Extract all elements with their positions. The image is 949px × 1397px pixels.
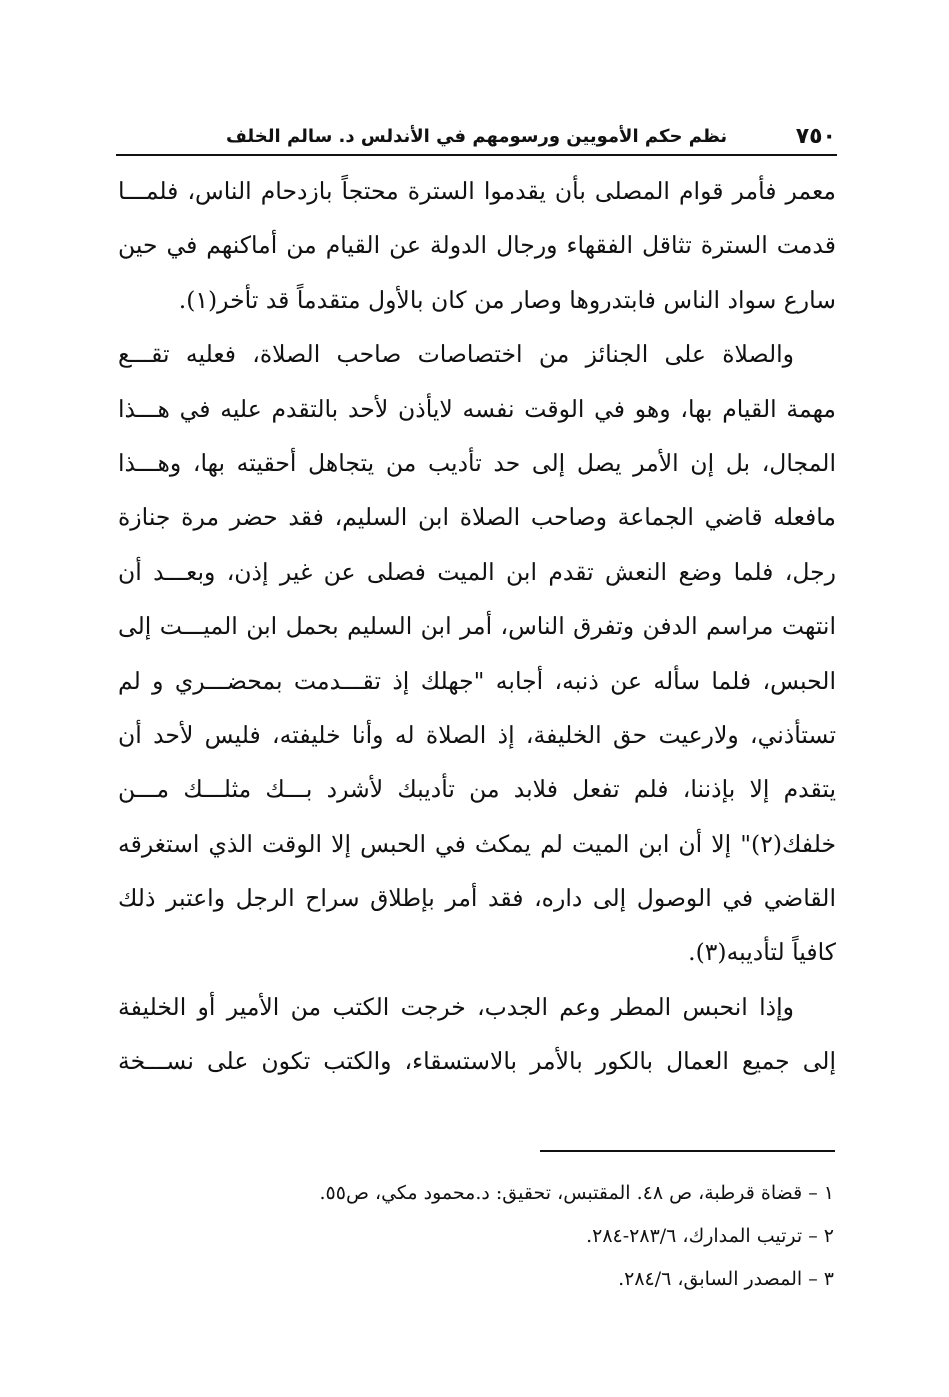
footnote: ٢ – ترتيب المدارك، ٢٨٣/٦-٢٨٤. [586,1225,834,1247]
text-line: والصلاة على الجنائز من اختصاصات صاحب الصلاة، فعليه تقـــع [118,340,794,369]
text-line: سارع سواد الناس فابتدروها وصار من كان بالأول متقدماً قد تأخر(١). [178,285,836,314]
footnote-separator [540,1150,835,1152]
text-line: المجال، بل إن الأمر يصل إلى حد تأديب من يتجاهل أحقيته بها، وهـــذا [118,448,836,477]
text-line: خلفك(٢)" إلا أن ابن الميت لم يمكث في الحبس إلا الوقت الذي استغرقه [118,829,836,858]
text-line: الحبس، فلما سأله عن ذنبه، أجابه "جهلك إذ تقـــدمت بمحضـــري و لم [118,666,836,695]
footnote: ١ – قضاة قرطبة، ص ٤٨. المقتبس، تحقيق: د.محمود مكي، ص٥٥. [319,1182,834,1204]
text-line: معمر فأمر قوام المصلى بأن يقدموا السترة محتجاً بازدحام الناس، فلمـــا [118,177,836,205]
page-number: ٧٥٠ [795,124,836,149]
footnotes [319,1172,834,1301]
page-header [118,122,836,158]
text-line: قدمت السترة تثاقل الفقهاء ورجال الدولة عن القيام من أماكنهم في حين [118,231,836,260]
running-title: نظم حكم الأمويين ورسومهم في الأندلس د. سالم الخلف [226,126,728,147]
header-rule [116,154,837,156]
text-line: انتهت مراسم الدفن وتفرق الناس، أمر ابن السليم بحمل ابن الميـــت إلى [118,612,836,641]
text-line: مافعله قاضي الجماعة وصاحب الصلاة ابن السليم، فقد حضر مرة جنازة [118,503,836,532]
main-text [118,164,836,1089]
text-line: وإذا انحبس المطر وعم الجدب، خرجت الكتب من الأمير أو الخليفة [118,992,794,1021]
text-line: إلى جميع العمال بالكور بالأمر بالاستسقاء، والكتب تكون على نســـخة [118,1047,836,1076]
text-line: تستأذني، ولارعيت حق الخليفة، إذ الصلاة له وأنا خليفته، فليس لأحد أن [118,720,836,749]
text-line: رجل، فلما وضع النعش تقدم ابن الميت فصلى عن غير إذن، وبعـــد أن [118,557,836,586]
text-line: كافياً لتأديبه(٣). [688,938,836,967]
text-line: يتقدم إلا بإذننا، فلم تفعل فلابد من تأديبك لأشرد بـــك مثلـــك مـــن [118,775,836,804]
text-line: مهمة القيام بها، وهو في الوقت نفسه لايأذن لأحد بالتقدم عليه في هـــذا [118,394,836,423]
footnote: ٣ – المصدر السابق، ٢٨٤/٦. [618,1268,834,1290]
text-line: القاضي في الوصول إلى داره، فقد أمر بإطلاق سراح الرجل واعتبر ذلك [118,884,836,913]
